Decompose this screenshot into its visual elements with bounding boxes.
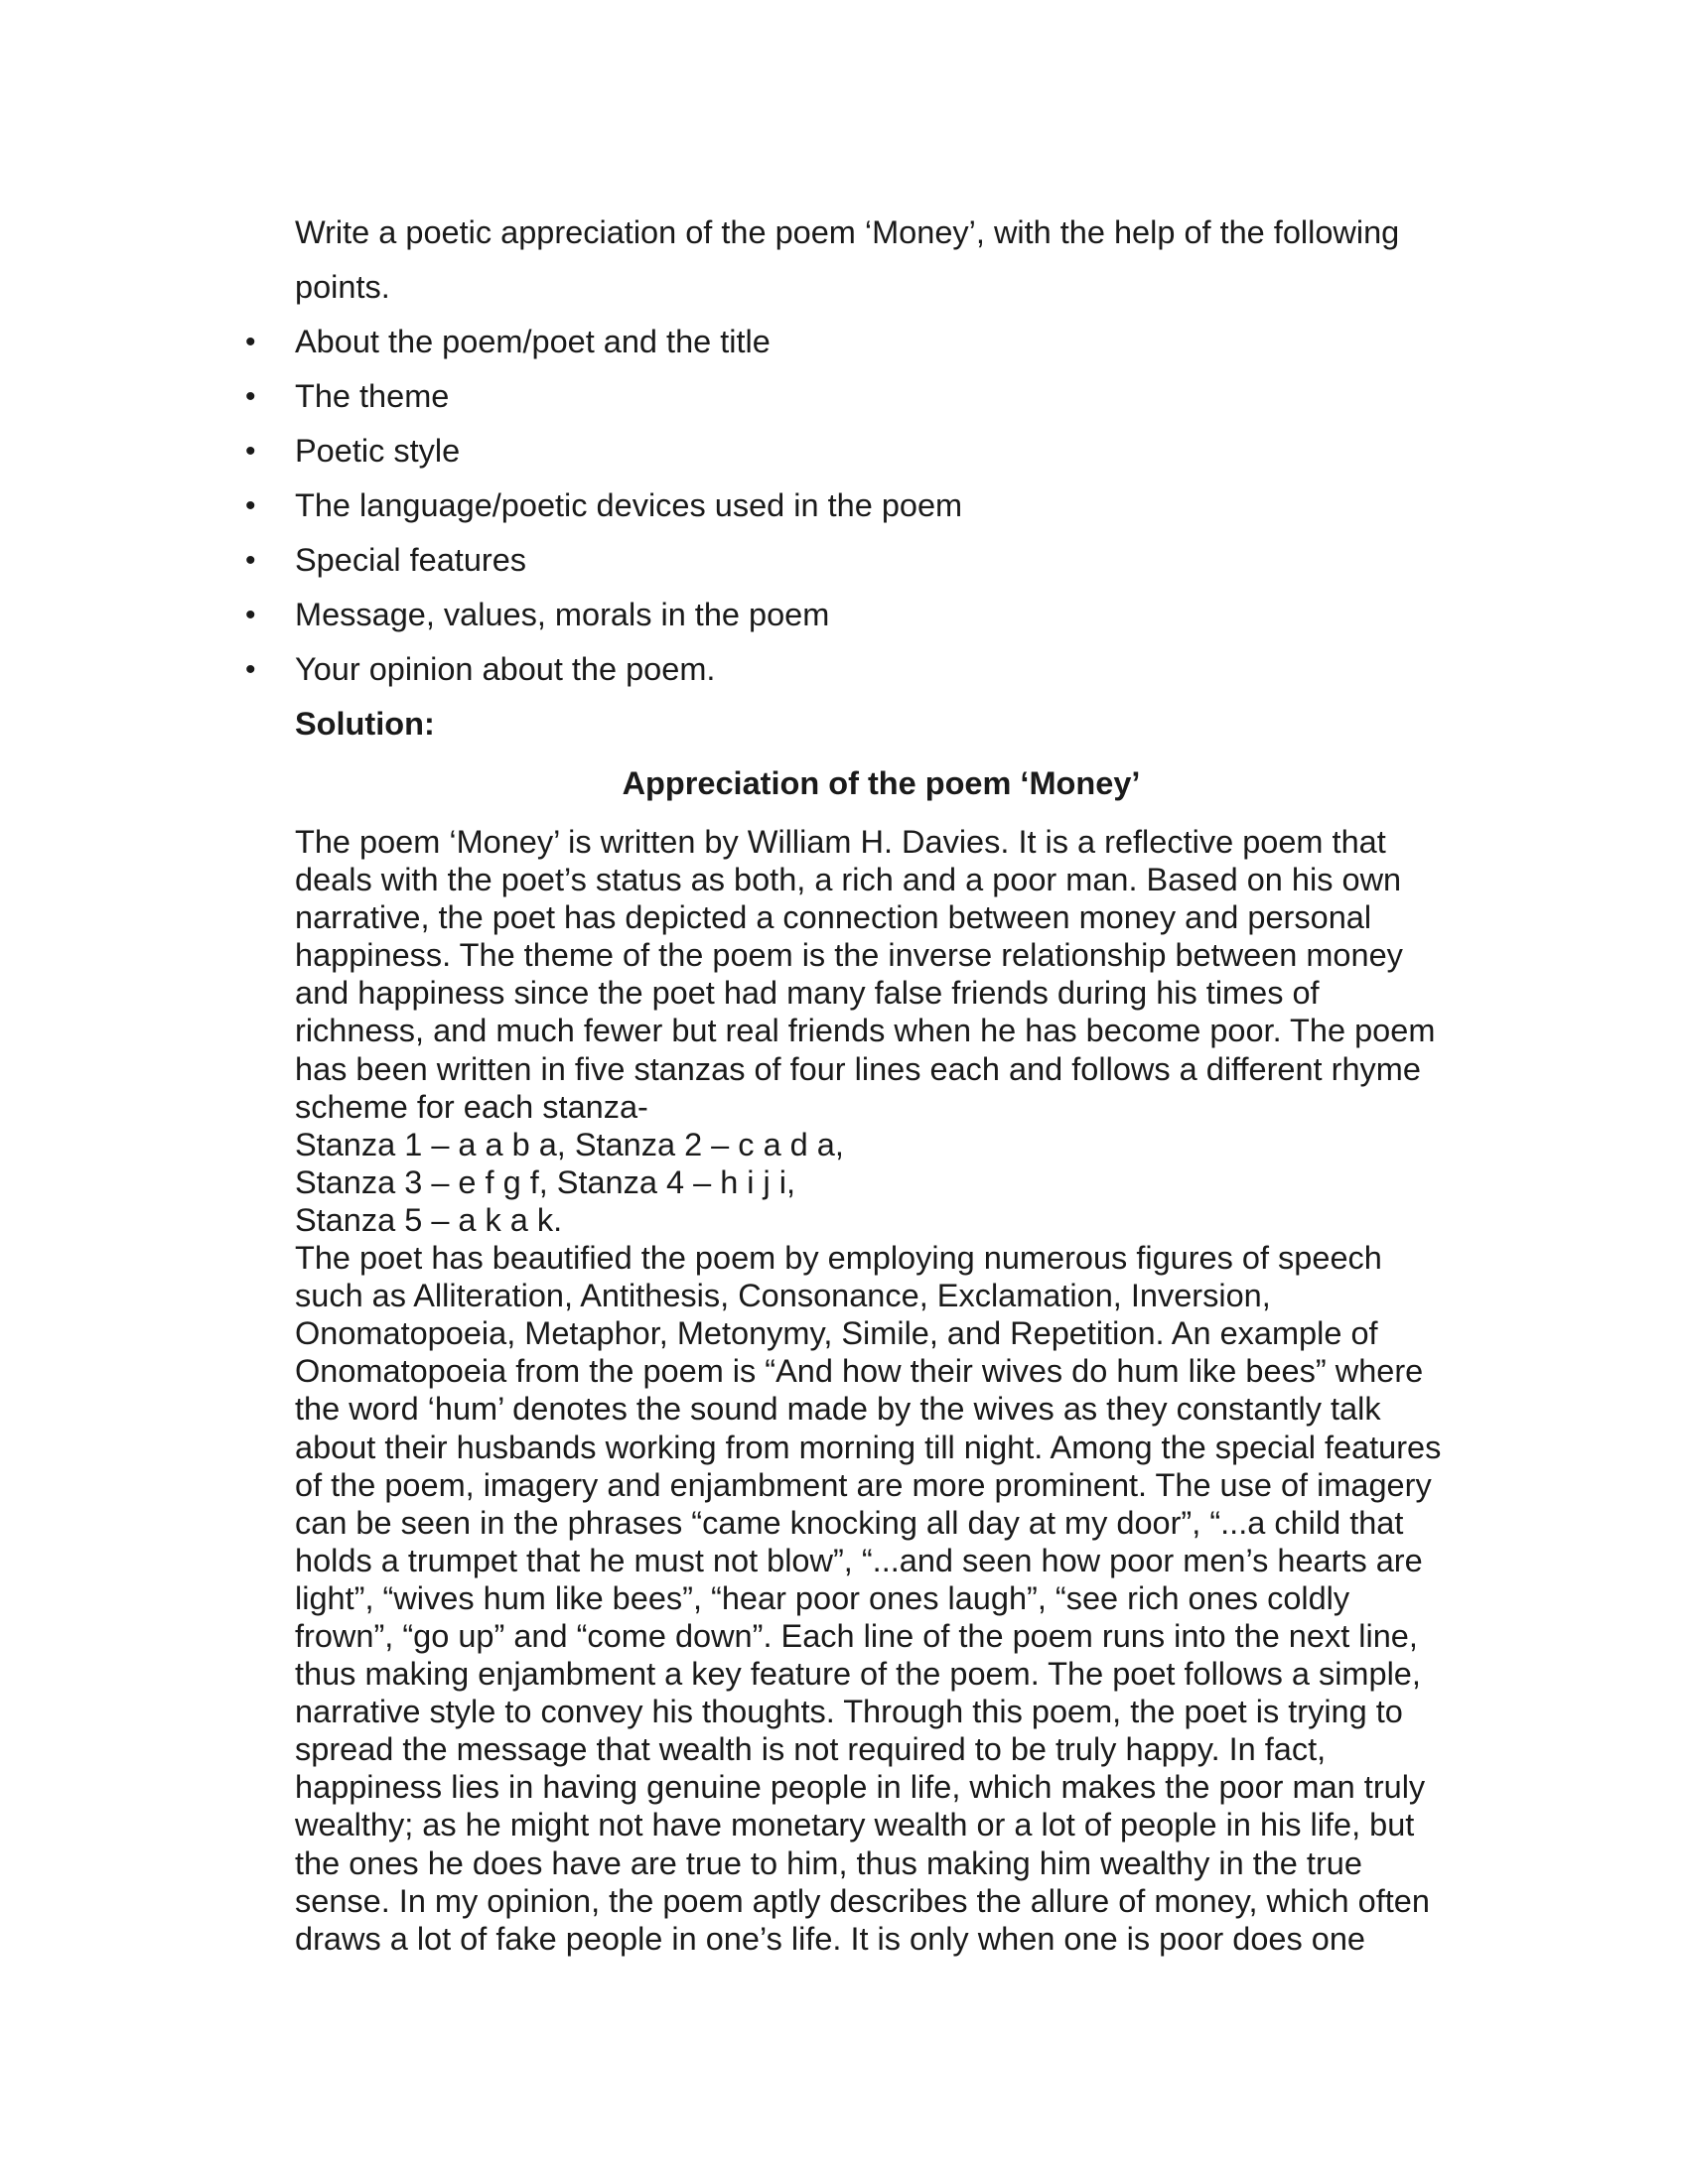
essay-line: The poem ‘Money’ is written by William H. Davies. It is a reflective poem that [295,824,1386,860]
essay-body [295,823,1486,1958]
solution-label: Solution: [295,706,435,742]
essay-line: narrative, the poet has depicted a connection between money and personal [295,899,1372,936]
question-prompt-line: points. [295,269,390,305]
essay-line: such as Alliteration, Antithesis, Consonance, Exclamation, Inversion, [295,1278,1271,1314]
essay-line: Onomatopoeia from the poem is “And how their wives do hum like bees” where [295,1353,1424,1390]
essay-line: and happiness since the poet had many false friends during his times of [295,975,1320,1012]
question-prompt-line: Write a poetic appreciation of the poem ‘Money’, with the help of the following [295,214,1400,250]
essay-line: about their husbands working from morning till night. Among the special features [295,1429,1442,1465]
list-item [245,424,1467,478]
question-prompt [295,205,1467,315]
point-text: Poetic style [295,433,461,469]
essay-line: happiness. The theme of the poem is the inverse relationship between money [295,937,1403,974]
point-text: About the poem/poet and the title [295,324,771,359]
essay-line: narrative style to convey his thoughts. Through this poem, the poet is trying to [295,1694,1403,1730]
essay-line: draws a lot of fake people in one’s life. It is only when one is poor does one [295,1920,1365,1957]
essay-line: deals with the poet’s status as both, a rich and a poor man. Based on his own [295,862,1402,898]
essay-line: the word ‘hum’ denotes the sound made by the wives as they constantly talk [295,1391,1381,1428]
essay-line: can be seen in the phrases “came knocking all day at my door”, “...a child that [295,1504,1404,1541]
list-item [245,315,1467,369]
list-item [245,369,1467,424]
point-text: Special features [295,542,527,578]
points-list [245,315,1467,697]
point-text: Message, values, morals in the poem [295,597,830,632]
rhyme-scheme-line: Stanza 1 – a a b a, Stanza 2 – c a d a, [295,1126,844,1162]
essay-line: scheme for each stanza- [295,1088,648,1125]
rhyme-scheme-line: Stanza 5 – a k a k. [295,1201,563,1238]
essay-line: spread the message that wealth is not required to be truly happy. In fact, [295,1731,1327,1768]
bullet-icon: • [245,326,256,358]
essay-title: Appreciation of the poem ‘Money’ [622,765,1141,801]
essay-line: the ones he does have are true to him, thus making him wealthy in the true [295,1844,1362,1881]
essay-line: The poet has beautified the poem by employing numerous figures of speech [295,1240,1382,1277]
essay-line: sense. In my opinion, the poem aptly describes the allure of money, which often [295,1882,1430,1919]
essay-line: happiness lies in having genuine people in life, which makes the poor man truly [295,1769,1426,1806]
essay-line: thus making enjambment a key feature of the poem. The poet follows a simple, [295,1656,1421,1693]
list-item [245,588,1467,642]
essay-line: frown”, “go up” and “come down”. Each line of the poem runs into the next line, [295,1617,1418,1654]
bullet-icon: • [245,653,256,686]
essay-line: wealthy; as he might not have monetary wealth or a lot of people in his life, but [295,1807,1415,1843]
point-text: The theme [295,378,450,414]
essay-line: has been written in five stanzas of four lines each and follows a different rhyme [295,1050,1421,1087]
bullet-icon: • [245,435,256,468]
bullet-icon: • [245,599,256,631]
bullet-icon: • [245,489,256,522]
bullet-icon: • [245,380,256,413]
rhyme-scheme-line: Stanza 3 – e f g f, Stanza 4 – h i j i, [295,1163,796,1200]
essay-line: holds a trumpet that he must not blow”, “...and seen how poor men’s hearts are [295,1542,1423,1578]
essay-line: Onomatopoeia, Metaphor, Metonymy, Simile, and Repetition. An example of [295,1315,1378,1352]
list-item [245,642,1467,697]
essay-line: light”, “wives hum like bees”, “hear poor ones laugh”, “see rich ones coldly [295,1579,1350,1616]
point-text: Your opinion about the poem. [295,651,716,687]
essay-line: richness, and much fewer but real friends when he has become poor. The poem [295,1013,1436,1049]
list-item [245,478,1467,533]
essay-line: of the poem, imagery and enjambment are more prominent. The use of imagery [295,1466,1432,1503]
list-item [245,533,1467,588]
bullet-icon: • [245,544,256,577]
point-text: The language/poetic devices used in the poem [295,487,963,523]
